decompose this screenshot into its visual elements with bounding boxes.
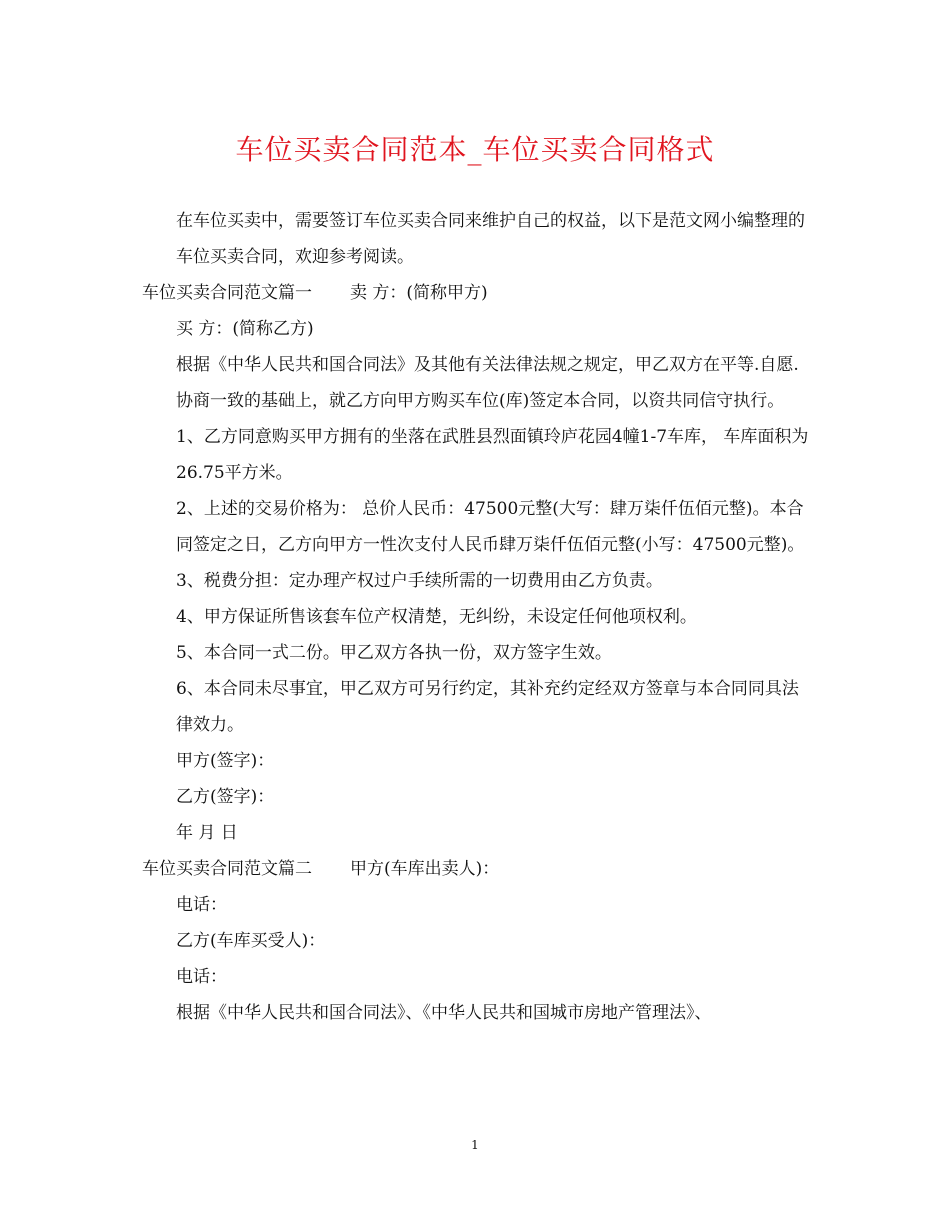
paragraph xyxy=(142,311,810,347)
section-heading: 车位买卖合同范文篇二 xyxy=(142,859,312,879)
date-line xyxy=(142,815,810,851)
paragraph-text: 电话： xyxy=(176,895,227,915)
paragraph-text: 甲方(车库出卖人)： xyxy=(350,859,500,879)
paragraph-text: 甲方(签字)： xyxy=(176,751,275,771)
paragraph xyxy=(142,347,810,419)
signature-line xyxy=(142,743,810,779)
section-heading: 车位买卖合同范文篇一 xyxy=(142,283,312,303)
paragraph xyxy=(142,599,810,635)
paragraph-text: 乙方(车库买受人)： xyxy=(176,931,326,951)
paragraph xyxy=(142,887,810,923)
paragraph xyxy=(142,959,810,995)
document-body xyxy=(142,203,810,1031)
paragraph-text: 1、乙方同意购买甲方拥有的坐落在武胜县烈面镇玲庐花园4幢1-7车库， 车库面积为26.75平方米。 xyxy=(176,427,809,483)
paragraph xyxy=(142,635,810,671)
paragraph-text: 2、上述的交易价格为： 总价人民币：47500元整(大写：肆万柒仟伍佰元整)。本合同签定之日，乙方向甲方一性次支付人民币肆万柒仟伍佰元整(小写：47500元整)。 xyxy=(176,499,805,555)
paragraph-text: 买 方：(简称乙方) xyxy=(176,319,314,339)
paragraph xyxy=(142,491,810,563)
paragraph xyxy=(142,563,810,599)
paragraph-text: 4、甲方保证所售该套车位产权清楚，无纠纷，未设定任何他项权利。 xyxy=(176,607,697,627)
paragraph-text: 6、本合同未尽事宜，甲乙双方可另行约定，其补充约定经双方签章与本合同同具法律效力。 xyxy=(176,679,799,735)
document-title: 车位买卖合同范本_车位买卖合同格式 xyxy=(235,133,715,166)
paragraph-text: 卖 方：(简称甲方) xyxy=(350,283,488,303)
paragraph xyxy=(142,923,810,959)
paragraph-text: 根据《中华人民共和国合同法》及其他有关法律法规之规定，甲乙双方在平等.自愿.协商一致的基础上，就乙方向甲方购买车位(库)签定本合同，以资共同信守执行。 xyxy=(176,355,799,411)
paragraph-text: 5、本合同一式二份。甲乙双方各执一份，双方签字生效。 xyxy=(176,643,612,663)
paragraph xyxy=(142,671,810,743)
paragraph-text: 在车位买卖中，需要签订车位买卖合同来维护自己的权益，以下是范文网小编整理的车位买卖合同，欢迎参考阅读。 xyxy=(176,211,805,267)
paragraph-text: 根据《中华人民共和国合同法》、《中华人民共和国城市房地产管理法》、 xyxy=(176,1003,712,1023)
paragraph xyxy=(142,995,810,1031)
page-number: 1 xyxy=(471,1138,479,1152)
signature-line xyxy=(142,779,810,815)
paragraph xyxy=(142,419,810,491)
section-heading-line xyxy=(142,275,810,311)
paragraph-text: 3、税费分担：定办理产权过户手续所需的一切费用由乙方负责。 xyxy=(176,571,663,591)
paragraph-text: 乙方(签字)： xyxy=(176,787,275,807)
paragraph-text: 年 月 日 xyxy=(176,823,238,843)
paragraph-text: 电话： xyxy=(176,967,227,987)
section-heading-line xyxy=(142,851,810,887)
paragraph xyxy=(142,203,810,275)
